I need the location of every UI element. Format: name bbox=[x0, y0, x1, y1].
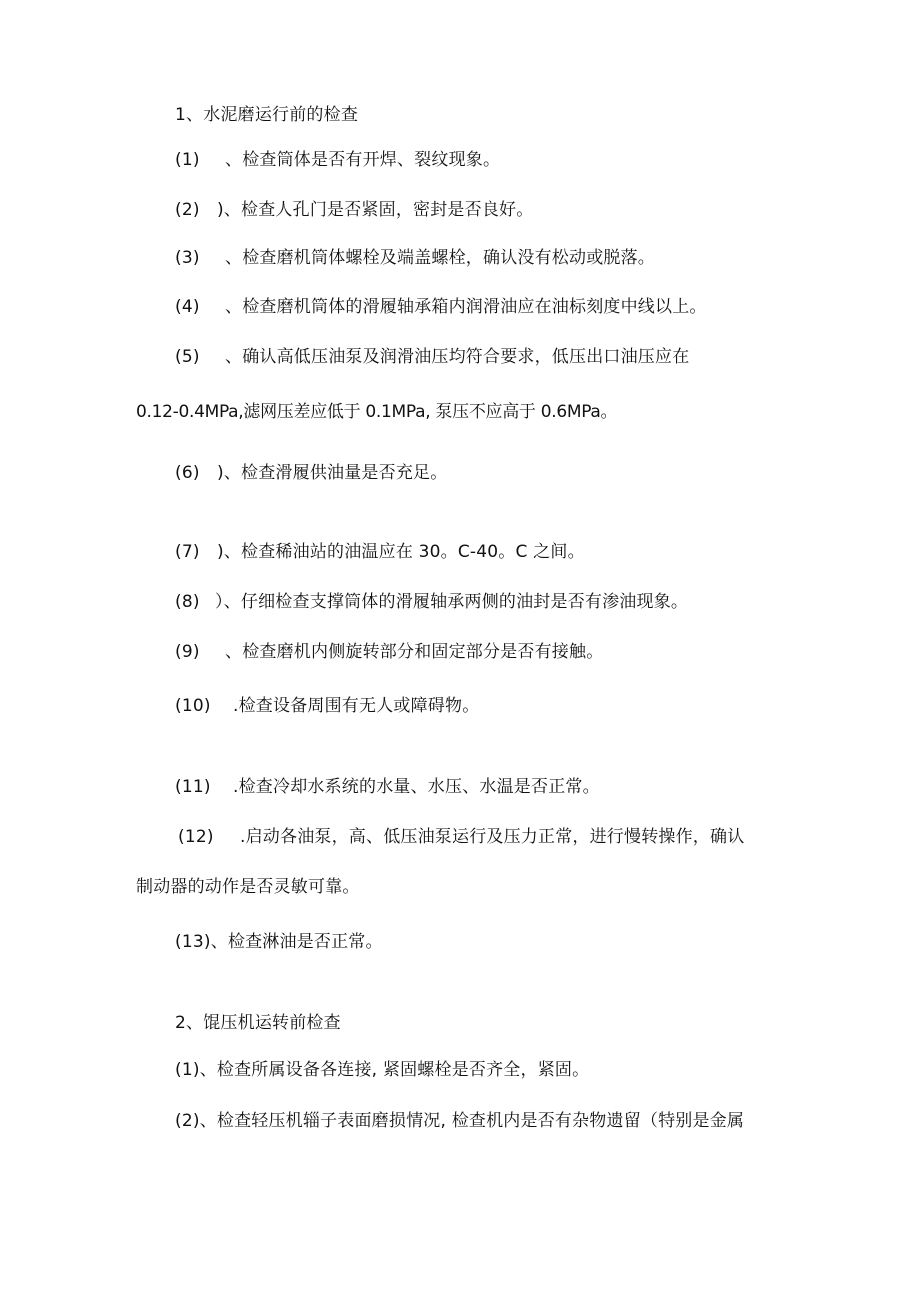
section1-item-12 bbox=[178, 825, 744, 849]
section1-item-2 bbox=[175, 198, 533, 222]
item-number: (6) bbox=[175, 463, 200, 483]
item-number: (3) bbox=[175, 248, 200, 268]
item-number: (12) bbox=[178, 827, 214, 847]
item-text: 、检查筒体是否有开焊、裂纹现象。 bbox=[225, 150, 501, 170]
item-text: )、检查稀油站的油温应在 30。C-40。C 之间。 bbox=[217, 542, 585, 562]
item-number: (2) bbox=[175, 1111, 200, 1131]
item-number: (5) bbox=[175, 347, 200, 367]
item-number: (9) bbox=[175, 642, 200, 662]
section2-heading: 2、馄压机运转前检查 bbox=[175, 1013, 341, 1033]
item-text: .检查冷却水系统的水量、水压、水温是否正常。 bbox=[233, 777, 600, 797]
section1-item-5 bbox=[175, 345, 689, 369]
item-number: (4) bbox=[175, 297, 200, 317]
item-text: )、检查人孔门是否紧固，密封是否良好。 bbox=[217, 200, 534, 220]
item-text: 、确认高低压油泵及润滑油压均符合要求，低压出口油压应在 bbox=[225, 347, 690, 367]
section1-item-6 bbox=[175, 461, 447, 485]
item-text: 、检查淋油是否正常。 bbox=[210, 932, 383, 952]
section1-item-11 bbox=[175, 775, 600, 799]
section1-item-9 bbox=[175, 640, 603, 664]
section1-item-4 bbox=[175, 295, 707, 319]
item-text: 、检查磨机筒体的滑履轴承箱内润滑油应在油标刻度中线以上。 bbox=[225, 297, 707, 317]
section1-item-8 bbox=[175, 590, 688, 614]
section1-item-1 bbox=[175, 148, 500, 172]
item-text: )、检查滑履供油量是否充足。 bbox=[217, 463, 448, 483]
item-text: ）、仔细检查支撑筒体的滑履轴承两侧的油封是否有渗油现象。 bbox=[215, 592, 689, 612]
item-text: 、检查轻压机辎子表面磨损情况, 检查机内是否有杂物遗留（特别是金属 bbox=[199, 1111, 745, 1131]
item-number: (1) bbox=[175, 150, 200, 170]
section2-item-1 bbox=[175, 1058, 589, 1082]
item-text: .检查设备周围有无人或障碍物。 bbox=[233, 696, 480, 716]
item-number: (1) bbox=[175, 1060, 200, 1080]
item-text: 、检查所属设备各连接, 紧固螺栓是否齐全，紧固。 bbox=[199, 1060, 590, 1080]
section1-item-3 bbox=[175, 246, 655, 270]
section1-item-10 bbox=[175, 694, 479, 718]
item-text: 、检查磨机筒体螺栓及端盖螺栓，确认没有松动或脱落。 bbox=[225, 248, 655, 268]
item-text: .启动各油泵，高、低压油泵运行及压力正常，进行慢转操作，确认 bbox=[240, 827, 745, 847]
item-text: 、检查磨机内侧旋转部分和固定部分是否有接触。 bbox=[225, 642, 604, 662]
item-number: (11) bbox=[175, 777, 211, 797]
item-number: (10) bbox=[175, 696, 211, 716]
section1-item-13 bbox=[175, 930, 383, 954]
section1-heading: 1、水泥磨运行前的检查 bbox=[175, 105, 359, 125]
section1-item-7 bbox=[175, 540, 585, 564]
section1-item-5-continuation: 0.12-0.4MPa,滤网压差应低于 0.1MPa, 泵压不应高于 0.6MPa。 bbox=[136, 402, 618, 422]
section2-item-2 bbox=[175, 1109, 744, 1133]
item-number: (13) bbox=[175, 932, 211, 952]
item-number: (8) bbox=[175, 592, 200, 612]
section1-item-12-continuation: 制动器的动作是否灵敏可靠。 bbox=[136, 877, 360, 897]
item-number: (2) bbox=[175, 200, 200, 220]
item-number: (7) bbox=[175, 542, 200, 562]
